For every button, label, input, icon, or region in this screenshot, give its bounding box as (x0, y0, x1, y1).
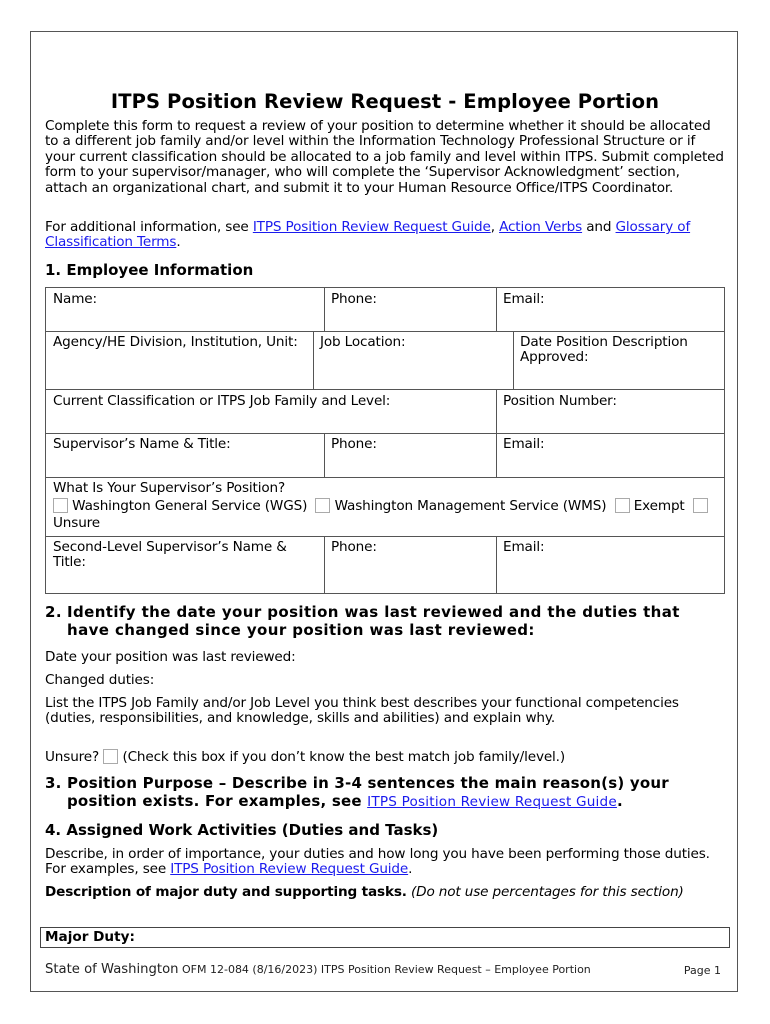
section4-desc-text: Describe, in order of importance, your duties and how long you have been performing those duties. For examples, see (45, 846, 710, 878)
page-title: ITPS Position Review Request - Employee Portion (110, 90, 660, 113)
page-number: Page 1 (683, 964, 721, 977)
field-supervisor-phone[interactable]: Phone: (331, 436, 377, 452)
section2-number: 2. (45, 603, 62, 621)
col-divider (496, 433, 497, 477)
checkbox-wms[interactable] (315, 498, 330, 513)
section3-number: 3. (45, 774, 62, 792)
field-job-location[interactable]: Job Location: (320, 334, 406, 350)
link-itps-guide-section4[interactable]: ITPS Position Review Request Guide (170, 861, 409, 878)
col-divider (324, 536, 325, 594)
field-second-supervisor-name[interactable]: Second-Level Supervisor’s Name & Title: (53, 539, 287, 571)
link-glossary[interactable]: Glossary of Classification Terms (45, 219, 691, 251)
col-divider (513, 331, 514, 389)
section2-heading (45, 603, 725, 639)
field-current-classification[interactable]: Current Classification or ITPS Job Family and Level: (53, 393, 391, 409)
major-duty-note: (Do not use percentages for this section) (406, 884, 684, 900)
separator: . (176, 234, 181, 251)
field-supervisor-name[interactable]: Supervisor’s Name & Title: (53, 436, 231, 452)
major-duty-bold-label: Description of major duty and supporting tasks. (45, 884, 407, 900)
col-divider (324, 433, 325, 477)
option-wgs-label: Washington General Service (WGS) (72, 497, 308, 514)
additional-info-prefix: For additional information, see (45, 219, 253, 235)
question-label: What Is Your Supervisor’s Position? (53, 480, 286, 496)
section4-heading: 4. Assigned Work Activities (Duties and Tasks) (45, 821, 439, 839)
link-itps-guide-section3[interactable]: ITPS Position Review Request Guide (367, 794, 617, 810)
field-position-number[interactable]: Position Number: (503, 393, 617, 409)
section2-heading-text: Identify the date your position was last reviewed and the duties that have changed since your position was last reviewed: (67, 603, 680, 639)
form-page (30, 31, 738, 992)
employee-info-table (45, 287, 725, 594)
checkbox-wgs[interactable] (53, 498, 68, 513)
col-divider (324, 288, 325, 331)
date-last-reviewed-field[interactable]: Date your position was last reviewed: (45, 649, 296, 665)
page-footer (45, 962, 721, 977)
unsure-label: Unsure? (45, 749, 100, 765)
field-agency[interactable]: Agency/HE Division, Institution, Unit: (53, 334, 298, 350)
section3-heading-text: Position Purpose – Describe in 3-4 sentences the main reason(s) your position exists. For examples, see (67, 774, 669, 810)
col-divider (313, 331, 314, 389)
col-divider (496, 288, 497, 331)
additional-info (45, 220, 725, 251)
field-second-supervisor-phone[interactable]: Phone: (331, 539, 377, 555)
option-exempt-label: Exempt (633, 497, 685, 514)
separator: and (582, 219, 616, 235)
row-divider (46, 433, 724, 434)
row-divider (46, 477, 724, 478)
field-phone[interactable]: Phone: (331, 291, 377, 307)
footer-state: State of Washington (45, 962, 179, 977)
period: . (616, 792, 623, 810)
field-supervisor-email[interactable]: Email: (503, 436, 545, 452)
link-action-verbs[interactable]: Action Verbs (499, 219, 583, 235)
separator: , (490, 219, 500, 235)
footer-form-info: OFM 12-084 (8/16/2023) ITPS Position Review Request – Employee Portion (182, 963, 591, 976)
checkbox-exempt[interactable] (615, 498, 630, 513)
options-line (53, 498, 718, 533)
section1-heading: 1. Employee Information (45, 261, 254, 279)
section4-description (45, 847, 721, 878)
checkbox-unsure[interactable] (693, 498, 708, 513)
field-email[interactable]: Email: (503, 291, 545, 307)
field-second-supervisor-email[interactable]: Email: (503, 539, 545, 555)
row-divider (46, 331, 724, 332)
supervisor-position-question (53, 480, 718, 533)
field-date-pd-approved[interactable]: Date Position Description Approved: (520, 334, 688, 366)
row-divider (46, 389, 724, 390)
unsure-row (45, 749, 565, 765)
row-divider (46, 536, 724, 537)
option-unsure-label: Unsure (53, 515, 101, 531)
col-divider (496, 536, 497, 594)
intro-paragraph: Complete this form to request a review of your position to determine whether it should be allocated to a different job family and/or level within the Information Technology Professional Structure or if your current classification should be allocated to a job family and level within ITPS. Submit completed form to your supervisor/manager, who will complete the ‘Supervisor Acknowledgment’ section, attach an organizational chart, and submit it to your Human Resource Office/ITPS Coordinator. (45, 118, 724, 196)
link-itps-guide[interactable]: ITPS Position Review Request Guide (252, 219, 491, 235)
section3-heading (45, 774, 725, 811)
unsure-note: (Check this box if you don’t know the best match job family/level.) (122, 749, 566, 765)
major-duty-box[interactable]: Major Duty: (40, 927, 730, 948)
job-family-explain-field[interactable]: List the ITPS Job Family and/or Job Level you think best describes your functional competencies (duties, responsibilities, and knowledge, skills and abilities) and explain why. (45, 695, 679, 727)
changed-duties-field[interactable]: Changed duties: (45, 672, 155, 688)
period: . (408, 861, 413, 878)
option-wms-label: Washington Management Service (WMS) (334, 497, 607, 514)
checkbox-unsure-match[interactable] (103, 749, 118, 764)
major-duty-instructions (45, 885, 721, 900)
field-name[interactable]: Name: (53, 291, 97, 307)
col-divider (496, 389, 497, 433)
